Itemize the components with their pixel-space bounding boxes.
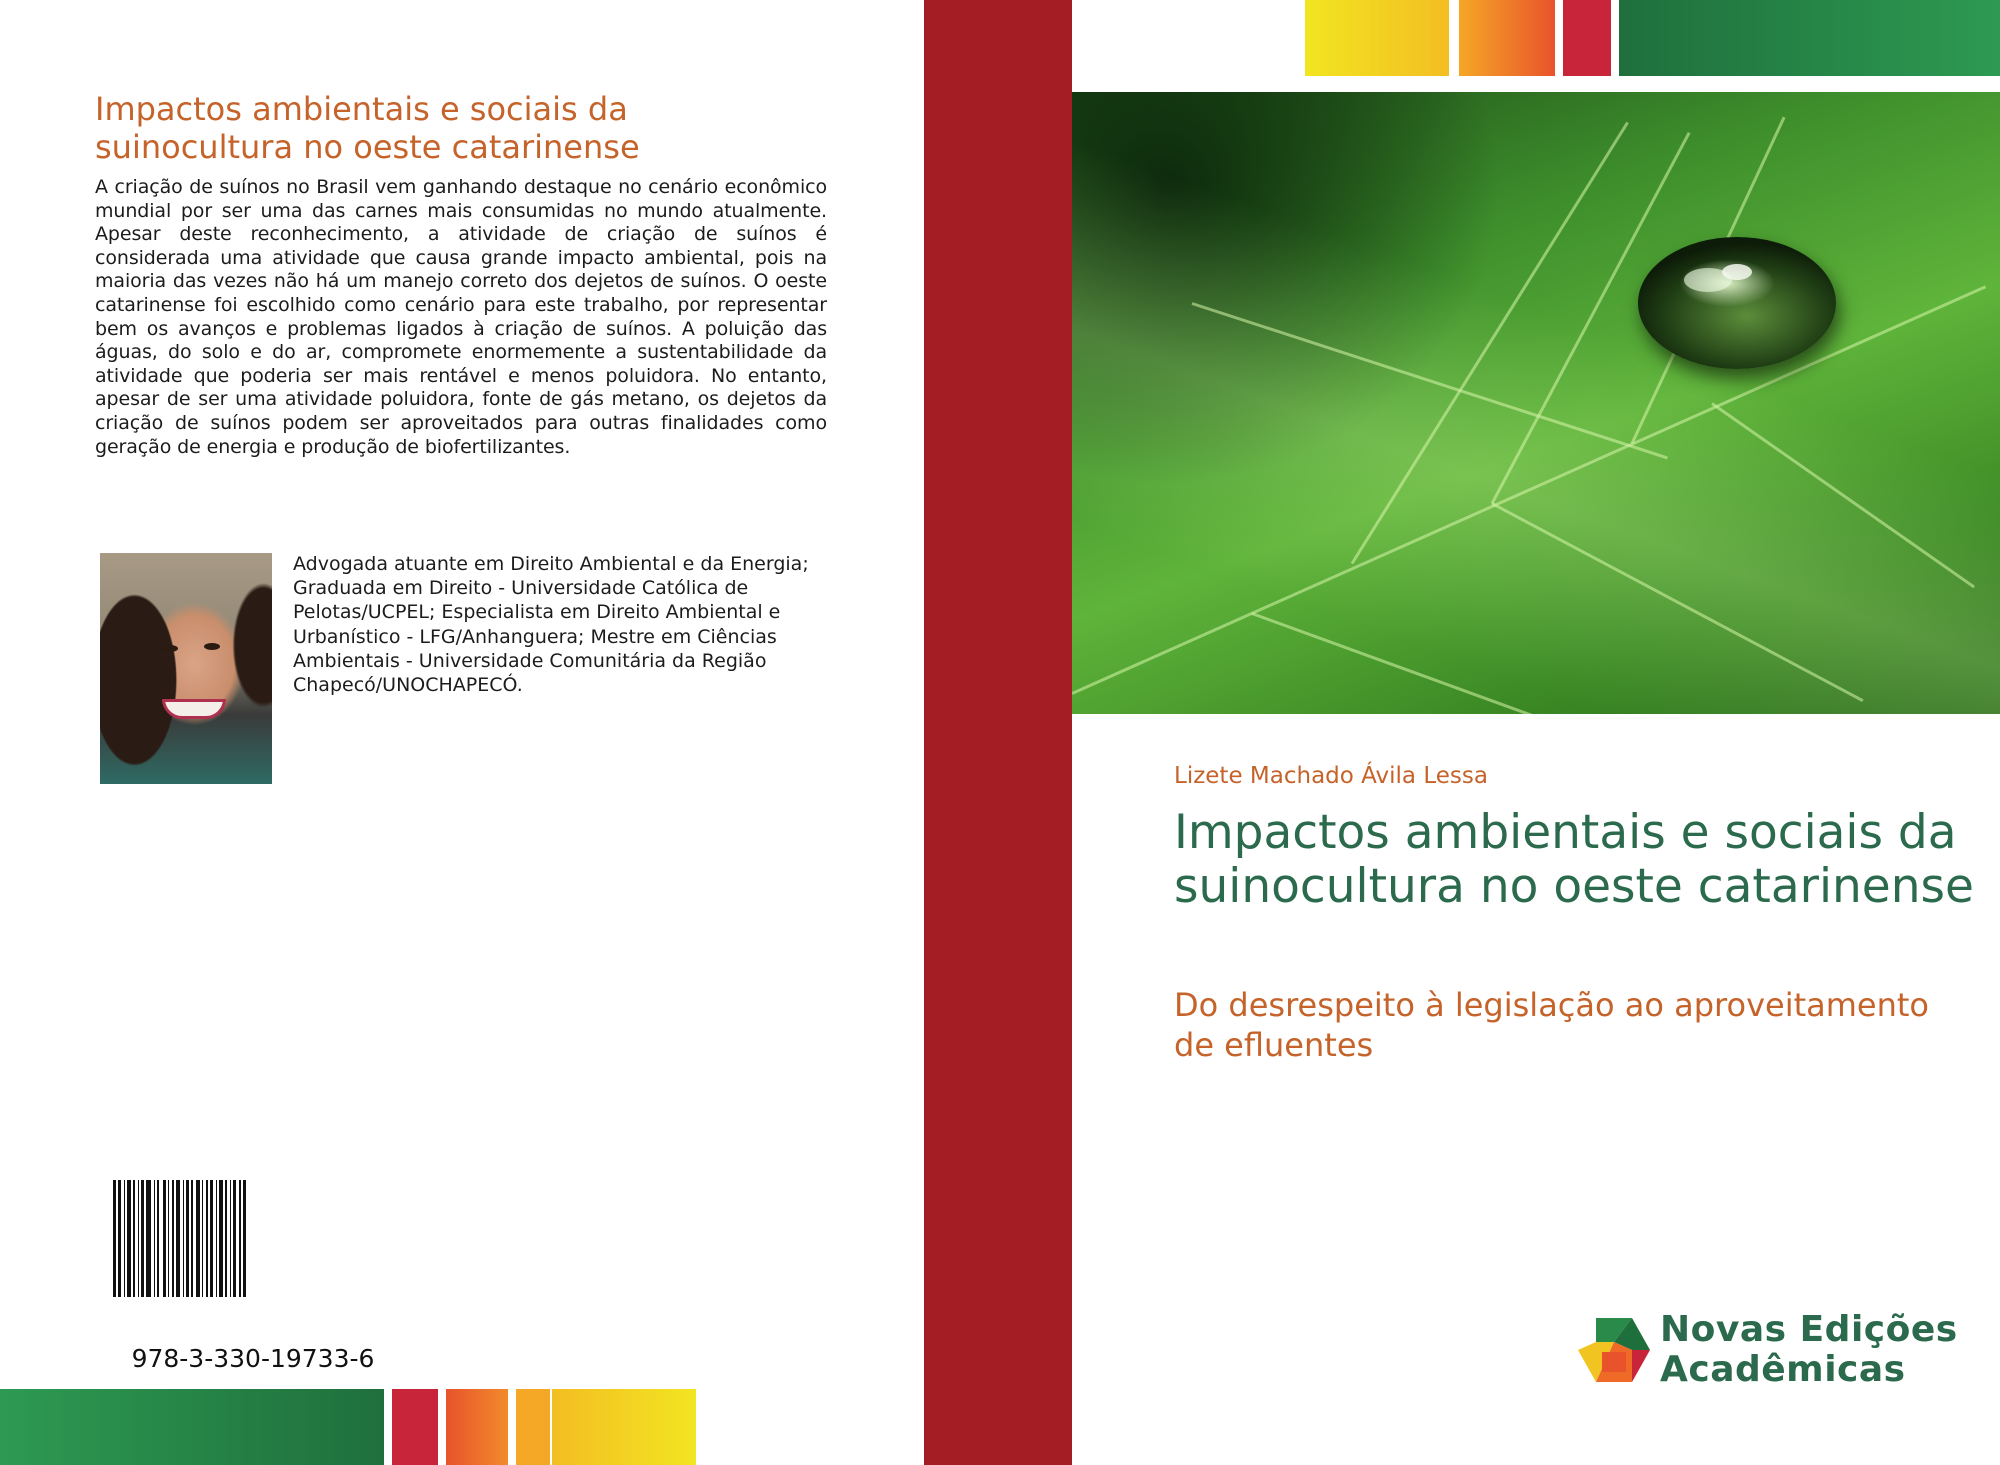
water-droplet-glint [1722, 264, 1752, 280]
publisher-name-line1: Novas Edições [1660, 1309, 1958, 1350]
author-photo-eye [162, 645, 178, 652]
barcode-bar [243, 1180, 246, 1297]
back-cover-title: Impactos ambientais e sociais da suinocultura no oeste catarinense [95, 90, 640, 166]
publisher-name [1660, 1310, 1958, 1390]
color-band-green [0, 1389, 384, 1465]
author-photo-smile [162, 699, 226, 719]
leaf-highlight [1072, 92, 2000, 714]
book-spine [924, 0, 1072, 1465]
color-band-red [392, 1389, 438, 1465]
author-photo-eye [204, 643, 220, 650]
front-cover-title: Impactos ambientais e sociais da suinocultura no oeste catarinense [1174, 805, 1974, 914]
back-cover-blurb: A criação de suínos no Brasil vem ganhando destaque no cenário econômico mundial por ser uma das carnes mais consumidas no mundo atualmente. Apesar deste reconhecimento, a atividade de criação de suínos é considerada uma atividade que causa grande impacto ambiental, pois na maioria das vezes não há um manejo correto dos dejetos de suínos. O oeste catarinense foi escolhido como cenário para este trabalho, por representar bem os avanços e problemas ligados à criação de suínos. A poluição das águas, do solo e do ar, compromete enormemente a sustentabilidade da atividade que poderia ser mais rentável e menos poluidora. No entanto, apesar de ser uma atividade poluidora, fonte de gás metano, os dejetos da criação de suínos podem ser aproveitados para outras finalidades como geração de energia e produção de biofertilizantes. [95, 176, 827, 458]
front-cover-author: Lizete Machado Ávila Lessa [1174, 763, 1488, 789]
color-band-yellow [552, 1389, 696, 1465]
author-photo [100, 553, 272, 784]
color-band-orange [1459, 0, 1555, 76]
isbn-barcode [113, 1180, 393, 1297]
color-band-yellow [1305, 0, 1449, 76]
cover-leaf-image [1072, 92, 2000, 714]
color-band-red [1563, 0, 1611, 76]
color-band-orange [446, 1389, 508, 1465]
isbn-number: 978-3-330-19733-6 [131, 1344, 375, 1373]
author-bio: Advogada atuante em Direito Ambiental e da Energia; Graduada em Direito - Universidade Católica de Pelotas/UCPEL; Especialista em Direito Ambiental e Urbanístico - LFG/Anhanguera; Mestre em Ciências Ambientais - Universidade Comunitária da Região Chapecó/UNOCHAPECÓ. [293, 553, 809, 697]
front-cover-subtitle: Do desrespeito à legislação ao aproveitamento de efluentes [1174, 986, 1929, 1064]
publisher-logo-icon [1572, 1312, 1656, 1388]
color-band-orange-yellow [516, 1389, 550, 1465]
publisher-name-line2: Acadêmicas [1660, 1349, 1906, 1390]
color-band-green [1619, 0, 2000, 76]
author-photo-hair [100, 553, 272, 784]
water-droplet [1638, 237, 1836, 369]
